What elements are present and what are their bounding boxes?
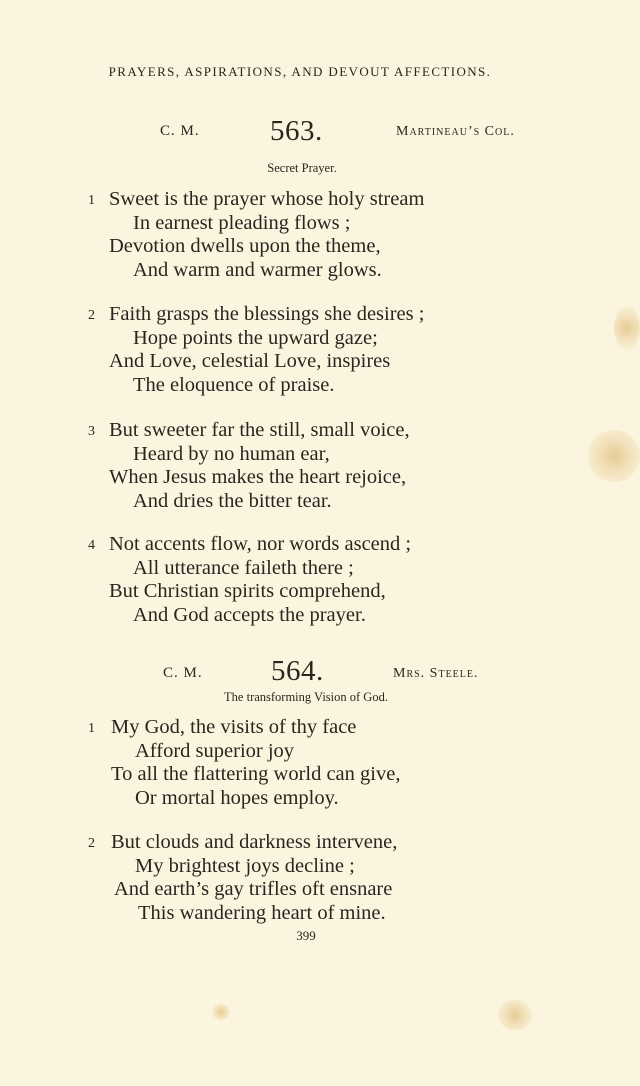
verse-line: Devotion dwells upon the theme,	[109, 235, 381, 257]
verse-line: In earnest pleading flows ;	[133, 212, 351, 234]
verse-line: Faith grasps the blessings she desires ;	[109, 303, 425, 325]
verse-line: Sweet is the prayer whose holy stream	[109, 188, 425, 210]
stanza-number: 2	[88, 308, 95, 323]
paper-stain	[212, 1004, 230, 1020]
verse-line: And God accepts the prayer.	[133, 604, 366, 626]
hymn-number: 564.	[271, 655, 324, 687]
paper-stain	[588, 430, 640, 482]
verse-line: This wandering heart of mine.	[138, 902, 386, 924]
verse-line: Hope points the upward gaze;	[133, 327, 378, 349]
verse-line: Not accents flow, nor words ascend ;	[109, 533, 412, 555]
stanza-number: 3	[88, 424, 95, 439]
verse-line: When Jesus makes the heart rejoice,	[109, 466, 407, 488]
verse-line: Afford superior joy	[135, 740, 295, 762]
paper-stain	[614, 306, 640, 350]
verse-line: And earth’s gay trifles oft ensnare	[114, 878, 393, 900]
hymn-subtitle: Secret Prayer.	[267, 161, 337, 175]
page-number: 399	[296, 928, 316, 943]
verse-line: Or mortal hopes employ.	[135, 787, 339, 809]
hymn-author: Martineau’s Col.	[396, 124, 515, 139]
verse-line: And Love, celestial Love, inspires	[109, 350, 391, 372]
stanza-number: 1	[88, 721, 95, 736]
hymn-number: 563.	[270, 115, 323, 147]
hymn-header	[0, 115, 640, 145]
stanza-number: 1	[88, 193, 95, 208]
paper-stain	[498, 1000, 532, 1030]
hymn-meter: C. M.	[163, 665, 203, 681]
hymn-header	[0, 655, 640, 685]
verse-line: My God, the visits of thy face	[111, 716, 357, 738]
verse-line: All utterance faileth there ;	[133, 557, 354, 579]
hymn-subtitle: The transforming Vision of God.	[224, 690, 388, 704]
verse-line: And warm and warmer glows.	[133, 259, 382, 281]
verse-line: But Christian spirits comprehend,	[109, 580, 386, 602]
running-head: PRAYERS, ASPIRATIONS, AND DEVOUT AFFECTIONS.	[108, 64, 492, 79]
verse-line: The eloquence of praise.	[133, 374, 335, 396]
verse-line: But clouds and darkness intervene,	[111, 831, 398, 853]
verse-line: Heard by no human ear,	[133, 443, 330, 465]
verse-line: But sweeter far the still, small voice,	[109, 419, 410, 441]
verse-line: To all the flattering world can give,	[111, 763, 401, 785]
verse-line: My brightest joys decline ;	[135, 855, 355, 877]
verse-line: And dries the bitter tear.	[133, 490, 332, 512]
stanza-number: 2	[88, 836, 95, 851]
hymn-meter: C. M.	[160, 123, 200, 139]
hymn-author: Mrs. Steele.	[393, 666, 479, 681]
stanza-number: 4	[88, 538, 95, 553]
